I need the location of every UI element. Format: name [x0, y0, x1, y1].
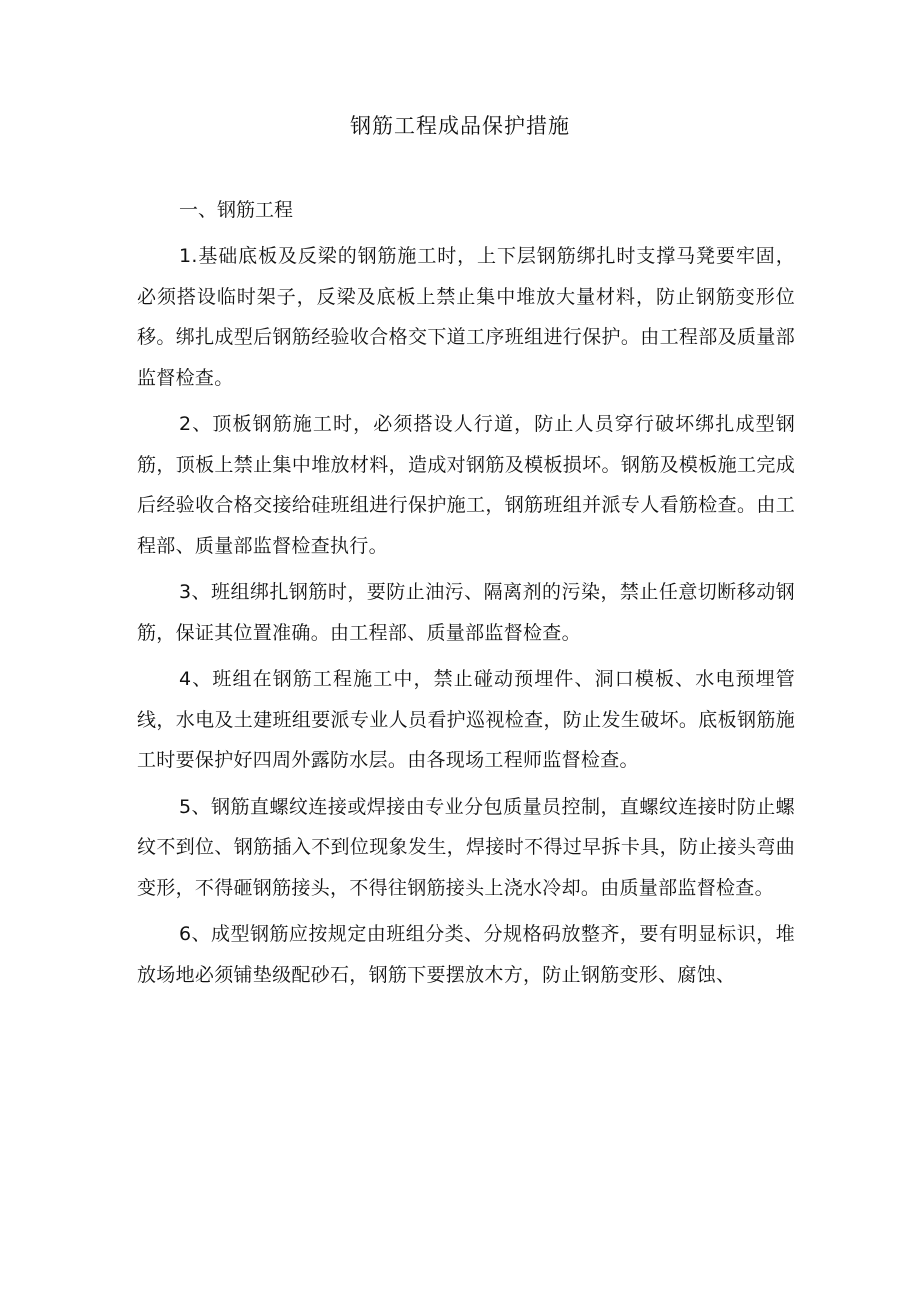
paragraph-2: 2、顶板钢筋施工时，必须搭设人行道，防止人员穿行破坏绑扎成型钢筋，顶板上禁止集中堆放材料，造成对钢筋及模板损坏。钢筋及模板施工完成后经验收合格交接给硅班组进行保护施工，钢筋班组并派专人看筋检查。由工程部、质量部监督检查执行。 — [137, 413, 795, 557]
paragraph-5: 5、钢筋直螺纹连接或焊接由专业分包质量员控制，直螺纹连接时防止螺纹不到位、钢筋插入不到位现象发生，焊接时不得过早拆卡具，防止接头弯曲变形，不得砸钢筋接头，不得往钢筋接头上浇水冷却。由质量部监督检查。 — [137, 795, 795, 899]
document-body — [137, 190, 795, 995]
paragraph-3: 3、班组绑扎钢筋时，要防止油污、隔离剂的污染，禁止任意切断移动钢筋，保证其位置准确。由工程部、质量部监督检查。 — [137, 581, 795, 644]
document-title: 钢筋工程成品保护措施 — [350, 114, 570, 138]
paragraph-6: 6、成型钢筋应按规定由班组分类、分规格码放整齐，要有明显标识，堆放场地必须铺垫级配砂石，钢筋下要摆放木方，防止钢筋变形、腐蚀、 — [137, 923, 795, 986]
section-heading: 一、钢筋工程 — [179, 199, 294, 221]
paragraph-4: 4、班组在钢筋工程施工中，禁止碰动预埋件、洞口模板、水电预埋管线，水电及土建班组要派专业人员看护巡视检查，防止发生破坏。底板钢筋施工时要保护好四周外露防水层。由各现场工程师监督检查。 — [137, 668, 795, 771]
paragraph-1: 1.基础底板及反梁的钢筋施工时，上下层钢筋绑扎时支撑马凳要牢固，必须搭设临时架子，反梁及底板上禁止集中堆放大量材料，防止钢筋变形位移。绑扎成型后钢筋经验收合格交下道工序班组进行保护。由工程部及质量部监督检查。 — [137, 245, 795, 389]
